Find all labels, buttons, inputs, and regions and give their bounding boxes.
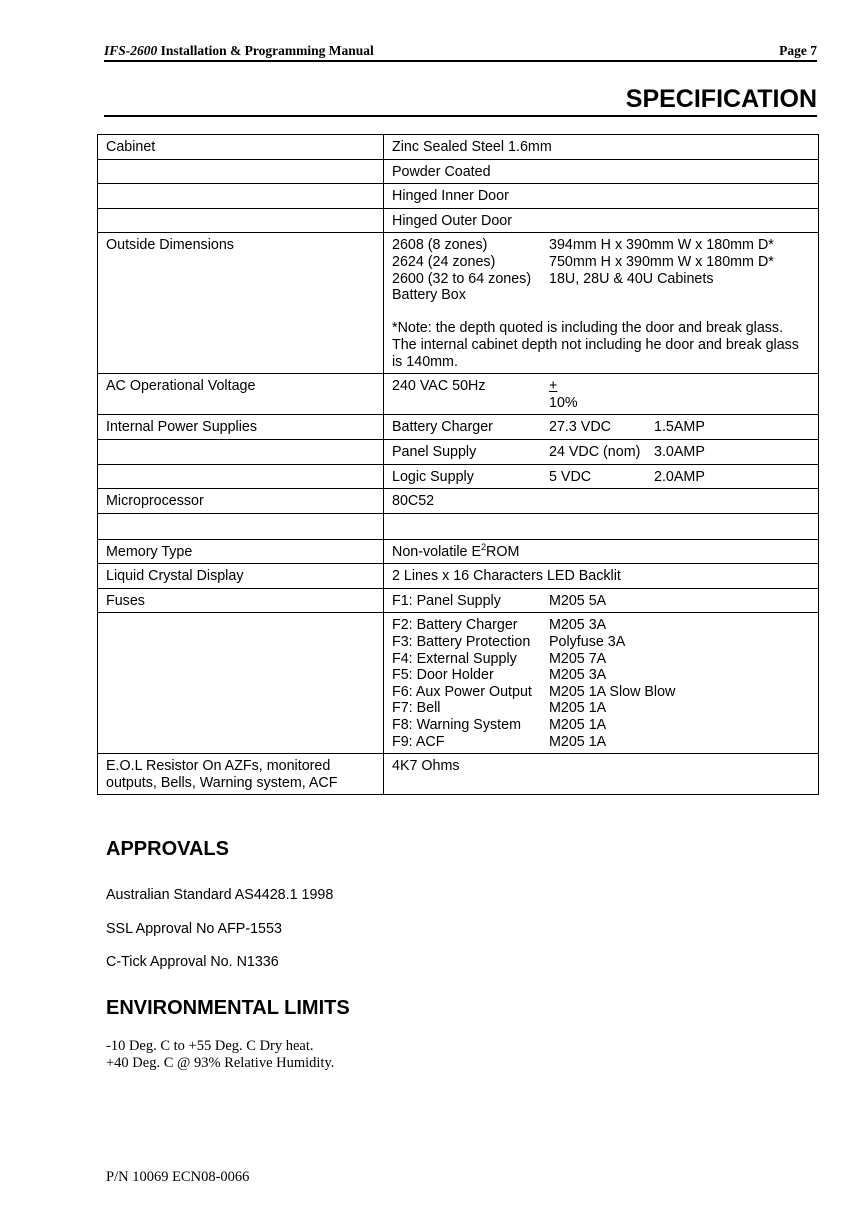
table-row xyxy=(98,208,819,233)
spec-label-empty xyxy=(98,464,384,489)
dimension-note: *Note: the depth quoted is including the door and break glass. The internal cabinet depth not including he door and break glass is 140mm. xyxy=(392,320,799,370)
spec-label-microprocessor: Microprocessor xyxy=(98,489,384,514)
table-row xyxy=(98,513,819,539)
approval-item: SSL Approval No AFP-1553 xyxy=(106,921,282,937)
spec-label-empty xyxy=(98,439,384,464)
environmental-heading: ENVIRONMENTAL LIMITS xyxy=(106,997,350,1019)
table-row xyxy=(98,135,819,160)
approval-item: C-Tick Approval No. N1336 xyxy=(106,954,279,970)
spec-label-cabinet: Cabinet xyxy=(98,135,384,160)
header-product: IFS-2600 xyxy=(104,43,158,58)
dimension-row: Battery Box xyxy=(392,287,466,304)
table-row xyxy=(98,415,819,440)
spec-value-ac-voltage: 240 VAC 50Hz + 10% xyxy=(384,374,819,415)
spec-label-lcd: Liquid Crystal Display xyxy=(98,564,384,589)
spec-label-ac-voltage: AC Operational Voltage xyxy=(98,374,384,415)
table-row xyxy=(98,564,819,589)
table-row xyxy=(98,464,819,489)
table-row xyxy=(98,184,819,209)
table-row xyxy=(98,233,819,374)
table-row xyxy=(98,613,819,754)
header-manual: Installation & Programming Manual xyxy=(160,43,374,58)
spec-label-eol: E.O.L Resistor On AZFs, monitored outputs, Bells, Warning system, ACF xyxy=(98,754,384,795)
approval-item: Australian Standard AS4428.1 1998 xyxy=(106,887,334,903)
table-row xyxy=(98,374,819,415)
table-row xyxy=(98,754,819,795)
spec-label-empty xyxy=(98,513,384,539)
header-manual-title xyxy=(104,43,374,59)
table-row xyxy=(98,588,819,613)
spec-value-power: Logic Supply 5 VDC 2.0AMP xyxy=(384,464,819,489)
spec-label-memory: Memory Type xyxy=(98,539,384,564)
spec-label-empty xyxy=(98,184,384,209)
header-page-number: Page 7 xyxy=(779,43,817,58)
table-row xyxy=(98,159,819,184)
spec-value: Zinc Sealed Steel 1.6mm xyxy=(384,135,819,160)
dimension-row: 2608 (8 zones) 394mm H x 390mm W x 180mm D* xyxy=(392,237,774,254)
spec-label-empty xyxy=(98,159,384,184)
table-row xyxy=(98,439,819,464)
page-header xyxy=(104,42,817,62)
spec-value-fuse: F1: Panel Supply M205 5A xyxy=(384,588,819,613)
spec-value: Hinged Inner Door xyxy=(384,184,819,209)
spec-value-memory: Non-volatile $E^2ROM$ xyxy=(384,539,819,564)
spec-value-dimensions xyxy=(384,233,819,374)
table-row xyxy=(98,489,819,514)
spec-label-dimensions: Outside Dimensions xyxy=(98,233,384,374)
page-title: SPECIFICATION xyxy=(104,84,817,117)
specification-table xyxy=(97,134,819,795)
spec-value: Hinged Outer Door xyxy=(384,208,819,233)
spec-label-empty xyxy=(98,613,384,754)
spec-value-fuses: F2: Battery Charger M205 3A F3: Battery Protection Polyfuse 3A F4: External Supply M205 7A F5: Door Holder M205 3A F6: Aux Power Output M205 1A Slow Blow F7: Bell M205 1A F8: Warning System M205 1A F9: ACF M205 1A xyxy=(384,613,819,754)
footer-part-number: P/N 10069 ECN08-0066 xyxy=(106,1169,250,1185)
environmental-line: +40 Deg. C @ 93% Relative Humidity. xyxy=(106,1055,335,1071)
spec-value: 80C52 xyxy=(384,489,819,514)
spec-value-empty xyxy=(384,513,819,539)
spec-value-power: Panel Supply 24 VDC (nom) 3.0AMP xyxy=(384,439,819,464)
environmental-line: -10 Deg. C to +55 Deg. C Dry heat. xyxy=(106,1038,314,1054)
spec-value: 4K7 Ohms xyxy=(384,754,819,795)
dimension-row: 2600 (32 to 64 zones) 18U, 28U & 40U Cabinets xyxy=(392,270,714,287)
spec-value: Powder Coated xyxy=(384,159,819,184)
approvals-heading: APPROVALS xyxy=(106,838,229,860)
dimension-row: 2624 (24 zones) 750mm H x 390mm W x 180mm D* xyxy=(392,253,774,270)
spec-label-empty xyxy=(98,208,384,233)
spec-value: 2 Lines x 16 Characters LED Backlit xyxy=(384,564,819,589)
spec-label-power-supplies: Internal Power Supplies xyxy=(98,415,384,440)
table-row xyxy=(98,539,819,564)
spec-value-power: Battery Charger 27.3 VDC 1.5AMP xyxy=(384,415,819,440)
spec-label-fuses: Fuses xyxy=(98,588,384,613)
